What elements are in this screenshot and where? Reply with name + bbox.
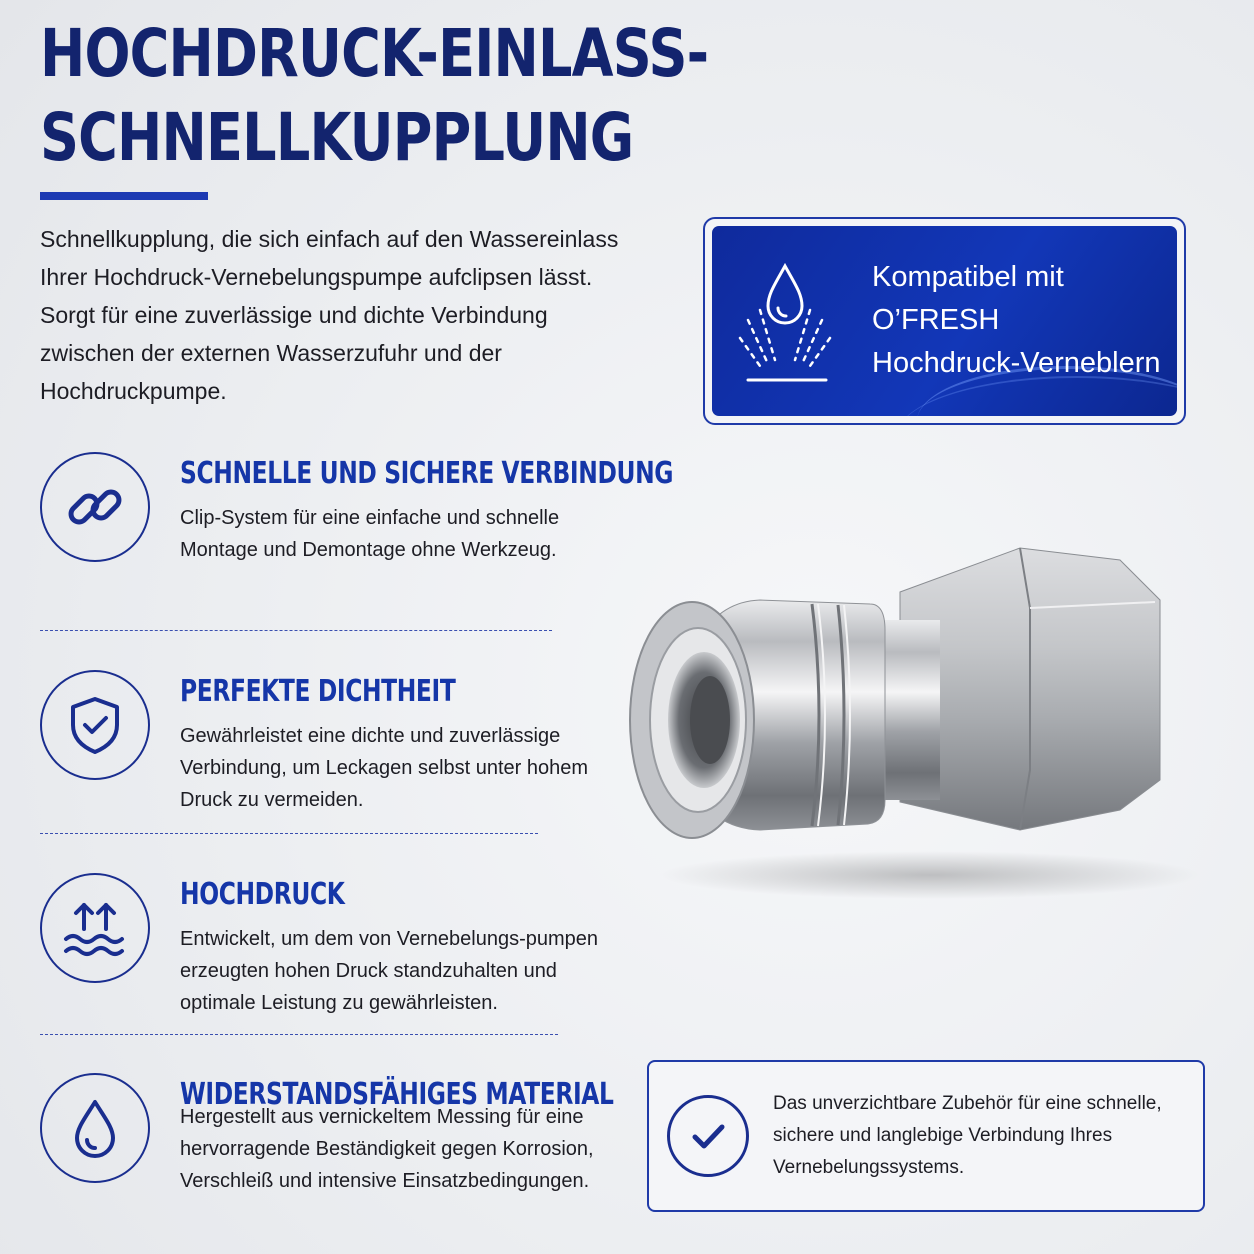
divider [40, 833, 538, 834]
feature-icon-circle [40, 873, 150, 983]
summary-text: Das unverzichtbare Zubehör für eine schnelle, sichere und langlebige Verbindung Ihres Vernebelungssystems. [773, 1093, 1162, 1178]
coupling-product-image [600, 530, 1240, 910]
feature-icon-circle [40, 670, 150, 780]
water-drop-icon [63, 1096, 127, 1160]
pressure-waves-icon [60, 893, 130, 963]
feature-icon-circle [40, 1073, 150, 1183]
feature-high-pressure [40, 873, 600, 1023]
compat-line-2: O’FRESH [872, 304, 1000, 336]
feature-quick-connection [40, 452, 674, 602]
feature-text: Clip-System für eine einfache und schnelle Montage und Demontage ohne Werkzeug. [180, 507, 560, 561]
page-title [40, 12, 709, 180]
water-spray-icon [730, 248, 840, 388]
page-title-line-1: HOCHDRUCK-EINLASS- [40, 15, 709, 92]
feature-resistant-material [40, 1073, 614, 1233]
feature-title: WIDERSTANDSFÄHIGES MATERIAL [180, 1077, 614, 1112]
note-icon-circle [667, 1095, 749, 1177]
check-circle-icon [685, 1113, 731, 1159]
feature-title: HOCHDRUCK [180, 877, 345, 912]
intro-text: Schnellkupplung, die sich einfach auf den Wassereinlass Ihrer Hochdruck-Vernebelungspumpe aufclipsen lässt. Sorgt für eine zuverlässige und dichte Verbindung zwischen der externen Wasserzufuhr und der Hochdruckpumpe. [40, 226, 619, 404]
compat-line-1: Kompatibel mit [872, 261, 1064, 293]
title-underline [40, 192, 208, 200]
compatibility-badge [703, 217, 1186, 425]
page-title-line-2: SCHNELLKUPPLUNG [40, 99, 634, 176]
shield-check-icon [63, 693, 127, 757]
feature-title: SCHNELLE UND SICHERE VERBINDUNG [180, 456, 674, 491]
compatibility-text [872, 256, 1177, 385]
feature-text: Hergestellt aus vernickeltem Messing für eine hervorragende Beständigkeit gegen Korrosion, Verschleiß und intensive Einsatzbedingungen. [180, 1106, 594, 1192]
summary-note [647, 1060, 1205, 1212]
compatibility-panel [712, 226, 1177, 416]
feature-text: Entwickelt, um dem von Vernebelungs-pumpen erzeugten hohen Druck standzuhalten und optimale Leistung zu gewährleisten. [180, 928, 599, 1014]
divider [40, 630, 552, 631]
feature-text: Gewährleistet eine dichte und zuverlässige Verbindung, um Leckagen selbst unter hohem Druck zu vermeiden. [180, 725, 589, 811]
divider [40, 1034, 558, 1035]
compat-line-3: Hochdruck-Verneblern [872, 347, 1161, 379]
feature-perfect-seal [40, 670, 600, 820]
chain-link-icon [63, 475, 127, 539]
feature-title: PERFEKTE DICHTHEIT [180, 674, 456, 709]
feature-icon-circle [40, 452, 150, 562]
